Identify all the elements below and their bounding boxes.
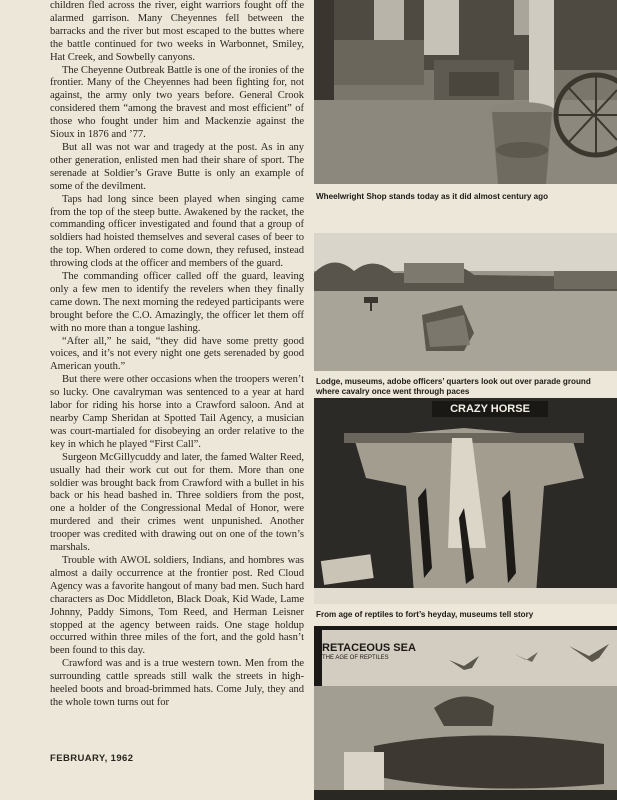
wheelwright-shop-photo — [314, 0, 617, 184]
article-paragraph: Trouble with AWOL soldiers, Indians, and hombres was almost a daily occurrence at the frontier post. Red Cloud Agency was a favorite hangout of many bad men. Such hard characters as Doc Middleton, Black Doak, Kid Wade, Lame Johnny, Paddy Simons, Tom Reed, and Herman Leisner stopped at the agency between raids. One stage holdup occurred within three miles of the fort, and the gold hasn’t been found to this day. — [50, 554, 304, 657]
article-paragraph: Surgeon McGillycuddy and later, the famed Walter Reed, usually had their work cut out for them. More than one soldier was brought back from Crawford with a bullet in his back or his head bashed in. Three soldiers from the post, one a holder of the Congressional Medal of Honor, were murdered and their crimes went unpunished. Another trooper was credited with drawing out on one of the town’s marshals. — [50, 451, 304, 554]
article-paragraph: The Cheyenne Outbreak Battle is one of the ironies of the frontier. Many of the Cheyennes had been fighting for, not against, the army only two years before. General Crook considered them “among the bravest and most efficient” of those who fought under him and Mackenzie against the Sioux in 1876 and ’77. — [50, 64, 304, 141]
photo-column — [314, 0, 617, 800]
article-paragraph: Crawford was and is a true western town. Men from the surrounding cattle spreads still walk the streets in high-heeled boots and broad-brimmed hats. Come July, they and the whole town turns out for — [50, 658, 304, 708]
crazy-horse-sign: CRAZY HORSE — [450, 403, 530, 415]
cretaceous-sign — [322, 642, 416, 662]
article-text-column — [50, 0, 304, 760]
parade-ground-caption: Lodge, museums, adobe officers’ quarters look out over parade ground where cavalry once went through paces — [316, 377, 591, 396]
article-paragraph: But all was not war and tragedy at the post. As in any other generation, enlisted men had their share of sport. The serenade at Soldier’s Grave Butte is only an example of some of the devilment. — [50, 141, 304, 192]
article-paragraph: “After all,” he said, “they did have some pretty good voices, and it’s not every night one gets serenaded by good American youth.” — [50, 335, 304, 373]
parade-ground-photo — [314, 233, 617, 371]
cretaceous-diorama-photo — [314, 626, 617, 800]
museum-caption: From age of reptiles to fort’s heyday, museums tell story — [316, 610, 534, 619]
wheelwright-caption: Wheelwright Shop stands today as it did almost century ago — [316, 192, 549, 201]
article-paragraph: children fled across the river, eight warriors fought off the alarmed garrison. Many Cheyennes fell between the barracks and the river but most escaped to the buttes where the battle continued for two weeks in Warbonnet, Smiley, Hat Creek, and Sowbelly canyons. — [50, 0, 304, 63]
article-paragraph: But there were other occasions when the troopers weren’t so lucky. One cavalryman was sentenced to a year at hard labor for riding his horse into a Crawford saloon. And at nearby Camp Sheridan at Spotted Tail Agency, a musician was court-martialed for disobeying an order relative to the key in which he played “First Call”. — [50, 374, 304, 450]
article-paragraph: The commanding officer called off the guard, leaving only a few men to identify the revelers when they finally came down. The next morning the redeyed participants were brought before the C.O. Amazingly, the officer let them off with no more than a tongue lashing. — [50, 271, 304, 334]
cretaceous-sign-subtitle: THE AGE OF REPTILES — [322, 655, 389, 661]
page-footer-date: FEBRUARY, 1962 — [50, 753, 134, 764]
cretaceous-sign-title: RETACEOUS SEA — [322, 642, 416, 654]
article-paragraph: Taps had long since been played when singing came from the top of the steep butte. Awakened by the racket, the commanding officer investigated and found that a group of soldiers had hoisted themselves and several cases of beer to the top. When ordered to come down, they refused, instead throwing clods at the officer and members of the guard. — [50, 193, 304, 270]
crazy-horse-exhibit-photo — [314, 398, 617, 604]
